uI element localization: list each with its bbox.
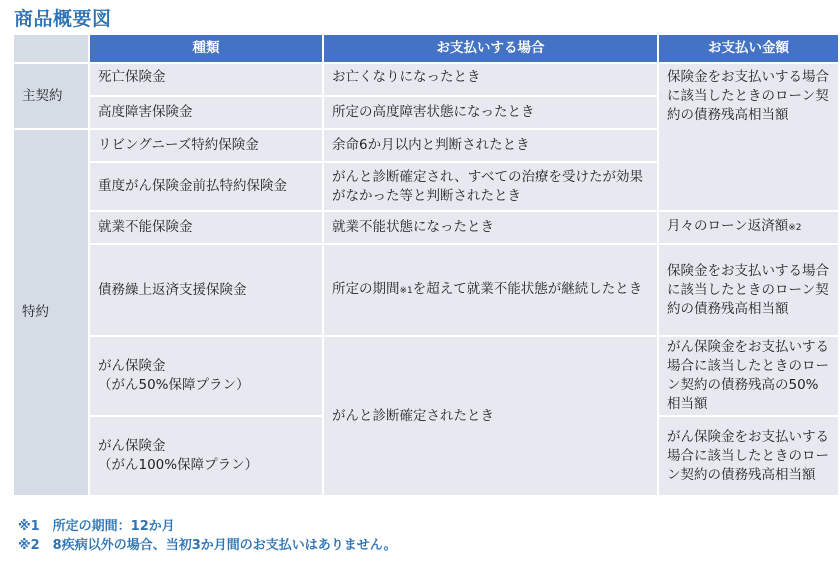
table-row bbox=[13, 336, 839, 416]
footnotes bbox=[18, 517, 397, 555]
condition-text: 所定の期間 bbox=[332, 280, 400, 297]
condition-cell: 余命6か月以内と判断されたとき bbox=[323, 129, 658, 162]
header-type: 種類 bbox=[89, 34, 323, 63]
table-row bbox=[13, 244, 839, 336]
group-main-contract: 主契約 bbox=[13, 63, 89, 129]
condition-cell: がんと診断確定されたとき bbox=[323, 336, 658, 496]
type-cell: 債務繰上返済支援保険金 bbox=[89, 244, 323, 336]
condition-cell: 就業不能状態になったとき bbox=[323, 211, 658, 244]
type-cell: がん保険金 （がん50%保障プラン） bbox=[89, 336, 323, 416]
footnote-ref: ※2 bbox=[788, 223, 802, 233]
page-title: 商品概要図 bbox=[14, 8, 112, 30]
amount-cell: 保険金をお支払いする場合に該当したときのローン契約の債務残高相当額 bbox=[658, 63, 839, 211]
condition-cell bbox=[323, 244, 658, 336]
type-cell: がん保険金 （がん100%保障プラン） bbox=[89, 416, 323, 496]
amount-cell: がん保険金をお支払いする場合に該当したときのローン契約の債務残高の50%相当額 bbox=[658, 336, 839, 416]
footnote-1: ※1 所定の期間：12か月 bbox=[18, 519, 175, 534]
footnote-ref: ※1 bbox=[399, 285, 413, 296]
header-payment-condition: お支払いする場合 bbox=[323, 34, 658, 63]
condition-cell: がんと診断確定され、すべての治療を受けたが効果がなかった等と判断されたとき bbox=[323, 162, 658, 211]
amount-text: 月々のローン返済額 bbox=[667, 218, 789, 234]
product-summary-table bbox=[12, 33, 840, 497]
condition-cell: 所定の高度障害状態になったとき bbox=[323, 96, 658, 129]
type-cell: 重度がん保険金前払特約保険金 bbox=[89, 162, 323, 211]
header-blank bbox=[13, 34, 89, 63]
amount-cell: 保険金をお支払いする場合に該当したときのローン契約の債務残高相当額 bbox=[658, 244, 839, 336]
condition-cell: お亡くなりになったとき bbox=[323, 63, 658, 96]
type-cell: 高度障害保険金 bbox=[89, 96, 323, 129]
type-cell: リビングニーズ特約保険金 bbox=[89, 129, 323, 162]
amount-cell bbox=[658, 211, 839, 244]
footnote-2: ※2 8疾病以外の場合、当初3か月間のお支払いはありません。 bbox=[18, 538, 397, 553]
type-cell: 就業不能保険金 bbox=[89, 211, 323, 244]
group-riders: 特約 bbox=[13, 129, 89, 496]
type-cell: 死亡保険金 bbox=[89, 63, 323, 96]
condition-text: を超えて就業不能状態が継続したとき bbox=[412, 280, 643, 297]
header-row bbox=[13, 34, 839, 63]
amount-cell: がん保険金をお支払いする場合に該当したときのローン契約の債務残高相当額 bbox=[658, 416, 839, 496]
table-row bbox=[13, 63, 839, 96]
table-row bbox=[13, 211, 839, 244]
header-payment-amount: お支払い金額 bbox=[658, 34, 839, 63]
